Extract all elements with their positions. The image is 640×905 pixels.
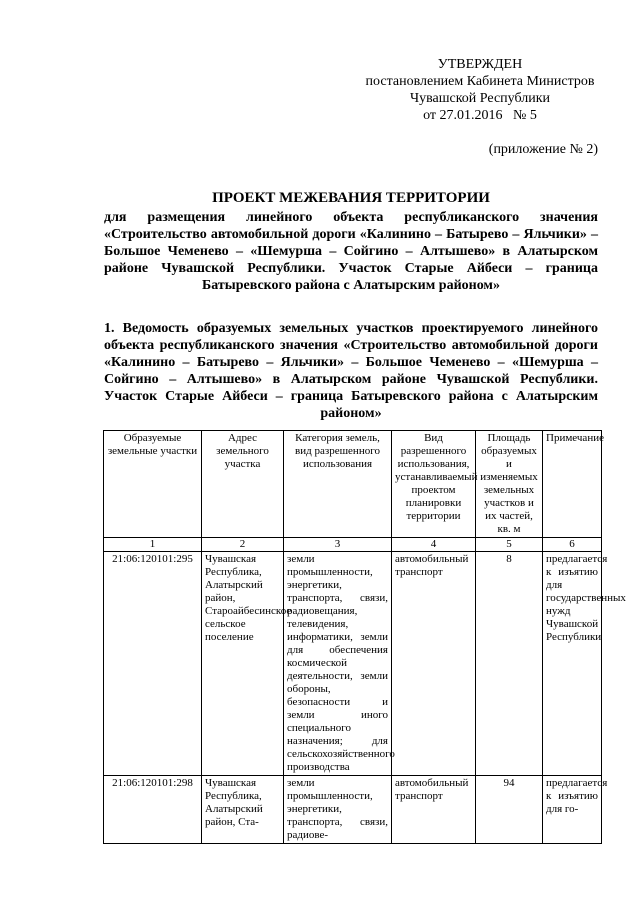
land-plots-table	[103, 430, 626, 844]
table-row	[104, 776, 602, 844]
table-header-row	[104, 431, 602, 538]
plot-address: Чувашская Республика, Алатырский район, Ста-	[202, 776, 284, 844]
approval-heading: УТВЕРЖДЕН	[437, 57, 523, 72]
column-number-row	[104, 538, 602, 552]
plot-category: земли промышленности, энергетики, транспорта, связи, радиовещания, телевидения, информатики, земли для обеспечения космической деятельности, земли обороны, безопасности и земли иного специального назначения; для сельскохозяйственного производства	[284, 552, 392, 776]
header-cell-plots: Образуемые земельные участки	[104, 431, 202, 538]
plot-note: предлагается к изъятию для го-	[543, 776, 602, 844]
section-heading: 1. Ведомость образуемых земельных участков проектируемого линейного объекта республиканского значения «Строительство автомобильной дороги «Калинино – Батырево – Яльчики» – Большое Чеменево – «Шемурша – Сойгино – Алтышево» в Алатырском районе Чувашской Республики. Участок Старые Айбеси – граница Батыревского района с Алатырским районом»	[104, 321, 598, 421]
plot-cadastral-number: 21:06:120101:295	[104, 552, 202, 776]
column-number: 5	[476, 538, 543, 552]
plot-note: предлагается к изъятию для государственных нужд Чувашской Республики	[543, 552, 602, 776]
plot-area: 8	[476, 552, 543, 776]
table-row	[104, 552, 602, 776]
column-number: 1	[104, 538, 202, 552]
header-cell-use: Вид разрешенного использования, устанавливаемый проектом планировки территории	[392, 431, 476, 538]
approval-block	[360, 56, 600, 158]
page-title: ПРОЕКТ МЕЖЕВАНИЯ ТЕРРИТОРИИ	[212, 190, 490, 206]
plot-category: земли промышленности, энергетики, транспорта, связи, радиове-	[284, 776, 392, 844]
column-number: 2	[202, 538, 284, 552]
plot-area: 94	[476, 776, 543, 844]
column-number: 4	[392, 538, 476, 552]
document-title	[104, 190, 598, 294]
header-cell-note: Примечание	[543, 431, 602, 538]
page-subtitle: для размещения линейного объекта республиканского значения «Строительство автомобильной дороги «Калинино – Батырево – Яльчики» – Большое Чеменево – «Шемурша – Сойгино – Алтышево» в Алатырском районе Чувашской Республики. Участок Старые Айбеси – граница Батыревского района с Алатырским районом»	[104, 210, 598, 293]
plot-use: автомобильный транспорт	[392, 776, 476, 844]
approval-issuer: постановлением Кабинета Министров	[365, 74, 595, 89]
header-cell-area: Площадь образуемых и изменяемых земельных участков и их частей, кв. м	[476, 431, 543, 538]
plot-use: автомобильный транспорт	[392, 552, 476, 776]
column-number: 3	[284, 538, 392, 552]
approval-republic: Чувашской Республики	[409, 91, 551, 106]
column-number: 6	[543, 538, 602, 552]
header-cell-category: Категория земель, вид разрешенного использования	[284, 431, 392, 538]
plot-address: Чувашская Республика, Алатырский район, Староайбесинское сельское поселение	[202, 552, 284, 776]
approval-date-number: от 27.01.2016 № 5	[423, 108, 537, 123]
header-cell-address: Адрес земельного участка	[202, 431, 284, 538]
appendix-label: (приложение № 2)	[488, 142, 598, 157]
plot-cadastral-number: 21:06:120101:298	[104, 776, 202, 844]
